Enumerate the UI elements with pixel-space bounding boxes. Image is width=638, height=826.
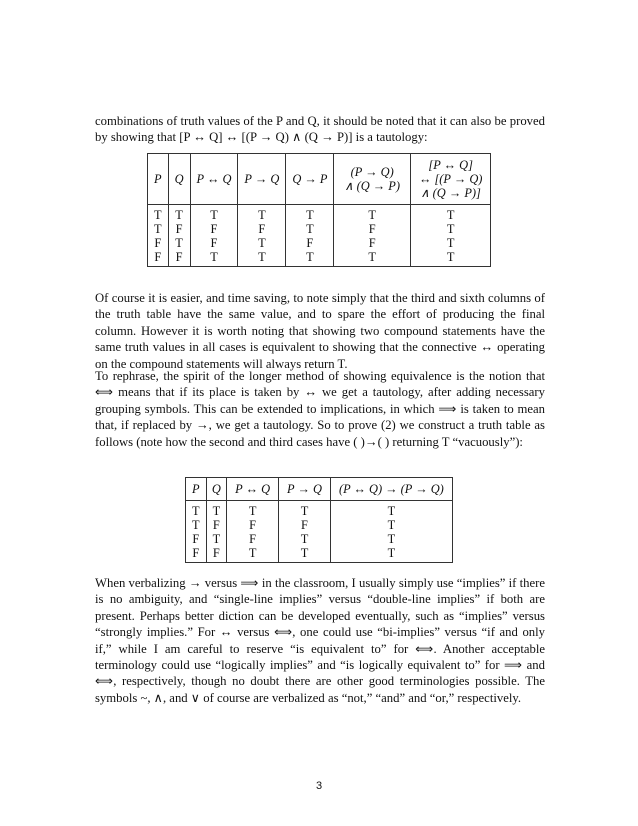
table-cell: F: [206, 518, 227, 532]
table-cell: T: [279, 501, 331, 519]
table-cell: T: [206, 532, 227, 546]
table-row: [148, 250, 491, 267]
table-cell: T: [410, 205, 490, 223]
truth-table-biconditional: [147, 153, 491, 267]
table-cell: T: [334, 250, 411, 267]
table-header-cell: Q → P: [286, 154, 334, 205]
table-cell: T: [186, 501, 207, 519]
table-cell: F: [206, 546, 227, 563]
table-row: [148, 236, 491, 250]
table-cell: F: [186, 546, 207, 563]
table-header-line: ↔ [(P → Q): [418, 172, 483, 186]
table-header-cell: P → Q: [279, 478, 331, 501]
table-row: [186, 532, 453, 546]
intro-paragraph: combinations of truth values of the P and Q, it should be noted that it can also be proved by showing that [P ↔ Q] ↔ [(P → Q) ∧ (Q → P)] is a tautology:: [95, 114, 545, 145]
table-cell: T: [148, 222, 169, 236]
table-header-cell: Q: [168, 154, 190, 205]
table-cell: T: [410, 250, 490, 267]
table-header-line: ∧ (Q → P): [344, 179, 400, 193]
table-cell: T: [410, 236, 490, 250]
table-cell: T: [168, 236, 190, 250]
table-cell: T: [186, 518, 207, 532]
table-header-line: (P → Q): [350, 165, 394, 179]
table-cell: T: [190, 205, 238, 223]
table-cell: T: [334, 205, 411, 223]
table-cell: F: [238, 222, 286, 236]
easier-paragraph: Of course it is easier, and time saving, to note simply that the third and sixth columns of the truth table have the same value, and to spare the effort of producing the final column. However it is worth noting that showing two compound statements have the same truth values in all cases is equivalent to showing that the connective ↔ operating on the compound statements will always return T.: [95, 291, 545, 371]
table-cell: F: [186, 532, 207, 546]
table-cell: T: [279, 546, 331, 563]
table-cell: T: [168, 205, 190, 223]
table-header-cell: [410, 154, 490, 205]
table-cell: F: [168, 222, 190, 236]
table-cell: F: [148, 250, 169, 267]
table-header-line: ∧ (Q → P)]: [420, 186, 481, 200]
table-cell: T: [238, 250, 286, 267]
table-cell: T: [330, 501, 452, 519]
table-cell: T: [227, 546, 279, 563]
table-header-cell: [334, 154, 411, 205]
table-header-cell: P → Q: [238, 154, 286, 205]
table-cell: F: [227, 518, 279, 532]
table-header-row: [148, 154, 491, 205]
table-cell: F: [190, 222, 238, 236]
table-cell: T: [286, 205, 334, 223]
table-header-cell: P: [148, 154, 169, 205]
page-number: 3: [315, 780, 323, 792]
table-cell: F: [286, 236, 334, 250]
table-cell: F: [279, 518, 331, 532]
rephrase-paragraph: To rephrase, the spirit of the longer method of showing equivalence is the notion that ⟺ means that if its place is taken by ↔ we get a tautology, after adding necessary grouping symbols. This can be extended to implications, in which ⟹ is taken to mean that, if replaced by →, we get a tautology. So to prove (2) we construct a truth table as follows (note how the second and third cases have ( )→( ) returning T “vacuously”):: [95, 369, 545, 449]
table-header-cell: Q: [206, 478, 227, 501]
table-cell: T: [238, 205, 286, 223]
table-cell: T: [286, 222, 334, 236]
table-cell: T: [330, 518, 452, 532]
table-cell: T: [238, 236, 286, 250]
table-cell: T: [410, 222, 490, 236]
table-cell: T: [330, 546, 452, 563]
table-cell: T: [227, 501, 279, 519]
table-header-cell: P ↔ Q: [227, 478, 279, 501]
table-cell: F: [148, 236, 169, 250]
table-cell: T: [148, 205, 169, 223]
table-cell: F: [190, 236, 238, 250]
table-row: [186, 518, 453, 532]
table-cell: F: [227, 532, 279, 546]
table-cell: T: [330, 532, 452, 546]
verbalize-paragraph: When verbalizing → versus ⟹ in the classroom, I usually simply use “implies” if there is no ambiguity, and “single-line implies” versus “double-line implies” if both are present. Perhaps better diction can be developed eventually, such as “implies” versus “strongly implies.” For ↔ versus ⟺, one could use “bi-implies” versus “if and only if,” while I am careful to reserve “is equivalent to” for ⟺. Another acceptable terminology could use “logically implies” and “is logically equivalent to” for ⟹ and ⟺, respectively, though no doubt there are other good terminologies possible. The symbols ~, ∧, and ∨ of course are verbalized as “not,” “and” and “or,” respectively.: [95, 576, 545, 705]
table-row: [186, 501, 453, 519]
table-header-row: [186, 478, 453, 501]
table-cell: T: [286, 250, 334, 267]
table-cell: F: [168, 250, 190, 267]
table-cell: F: [334, 236, 411, 250]
table-row: [148, 205, 491, 223]
table-header-cell: P ↔ Q: [190, 154, 238, 205]
truth-table-implication: [185, 477, 453, 563]
table-header-line: [P ↔ Q]: [428, 158, 473, 172]
table-header-cell: P: [186, 478, 207, 501]
table-cell: T: [206, 501, 227, 519]
table-header-cell: (P ↔ Q) → (P → Q): [330, 478, 452, 501]
table-cell: T: [279, 532, 331, 546]
table-cell: F: [334, 222, 411, 236]
table-row: [148, 222, 491, 236]
table-cell: T: [190, 250, 238, 267]
table-row: [186, 546, 453, 563]
